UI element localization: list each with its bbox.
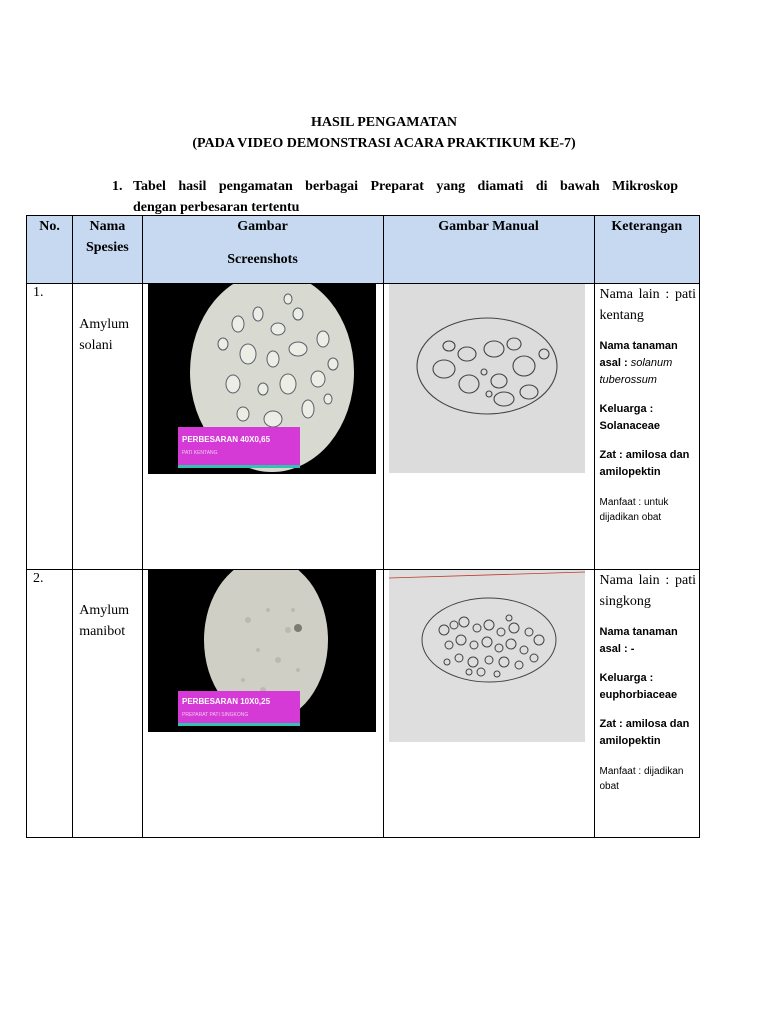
manual-drawing-cell	[383, 570, 594, 838]
table-caption	[112, 176, 678, 218]
alias-name: Nama lain : pati singkong	[599, 573, 696, 609]
observation-table	[26, 215, 700, 838]
header-gambar-screenshots: Gambar Screenshots	[142, 216, 383, 284]
plant-origin: Nama tanaman asal : -	[599, 626, 678, 655]
alias-name: Nama lain : pati kentang	[599, 287, 696, 323]
table-header-row	[27, 216, 700, 284]
screenshot-sublabel: PREPARAT PATI SINGKONG	[181, 712, 248, 718]
screenshot-label: PERBESARAN 10X0,25	[181, 697, 270, 706]
screenshot-label: PERBESARAN 40X0,65	[181, 435, 270, 444]
benefit: Manfaat : dijadikan obat	[599, 766, 684, 792]
row-number: 1.	[27, 284, 73, 570]
manual-drawing-image	[389, 570, 585, 742]
document-title: HASIL PENGAMATAN	[310, 115, 458, 130]
screenshot-sublabel: PATI KENTANG	[181, 450, 218, 456]
header-nama-spesies: Nama Spesies	[73, 216, 142, 284]
table-row	[27, 284, 700, 570]
row-number: 2.	[27, 570, 73, 838]
plant-origin: Nama tanaman asal : solanum tuberossum	[599, 340, 678, 386]
header-no: No.	[27, 216, 73, 284]
document-subtitle: (PADA VIDEO DEMONSTRASI ACARA PRAKTIKUM KE-7)	[192, 136, 576, 151]
header-keterangan: Keterangan	[594, 216, 700, 284]
caption-line-2: dengan perbesaran tertentu	[133, 200, 300, 215]
manual-drawing-image	[389, 284, 585, 473]
family: Keluarga : Solanaceae	[599, 403, 661, 432]
family: Keluarga : euphorbiaceae	[599, 672, 678, 701]
table-row	[27, 570, 700, 838]
substance: Zat : amilosa dan amilopektin	[599, 718, 690, 747]
caption-line-1: Tabel hasil pengamatan berbagai Preparat yang diamati di bawah Mikroskop	[133, 179, 678, 194]
benefit: Manfaat : untuk dijadikan obat	[599, 497, 669, 523]
substance: Zat : amilosa dan amilopektin	[599, 449, 690, 478]
keterangan-cell	[594, 284, 700, 570]
keterangan-cell	[594, 570, 700, 838]
species-name: Amylum manibot	[73, 570, 142, 838]
header-gambar-manual: Gambar Manual	[383, 216, 594, 284]
manual-drawing-cell	[383, 284, 594, 570]
screenshot-cell	[142, 284, 383, 570]
caption-number: 1.	[112, 179, 123, 194]
microscope-screenshot-image	[148, 570, 376, 732]
screenshot-cell	[142, 570, 383, 838]
microscope-screenshot-image	[148, 284, 376, 474]
species-name: Amylum solani	[73, 284, 142, 570]
